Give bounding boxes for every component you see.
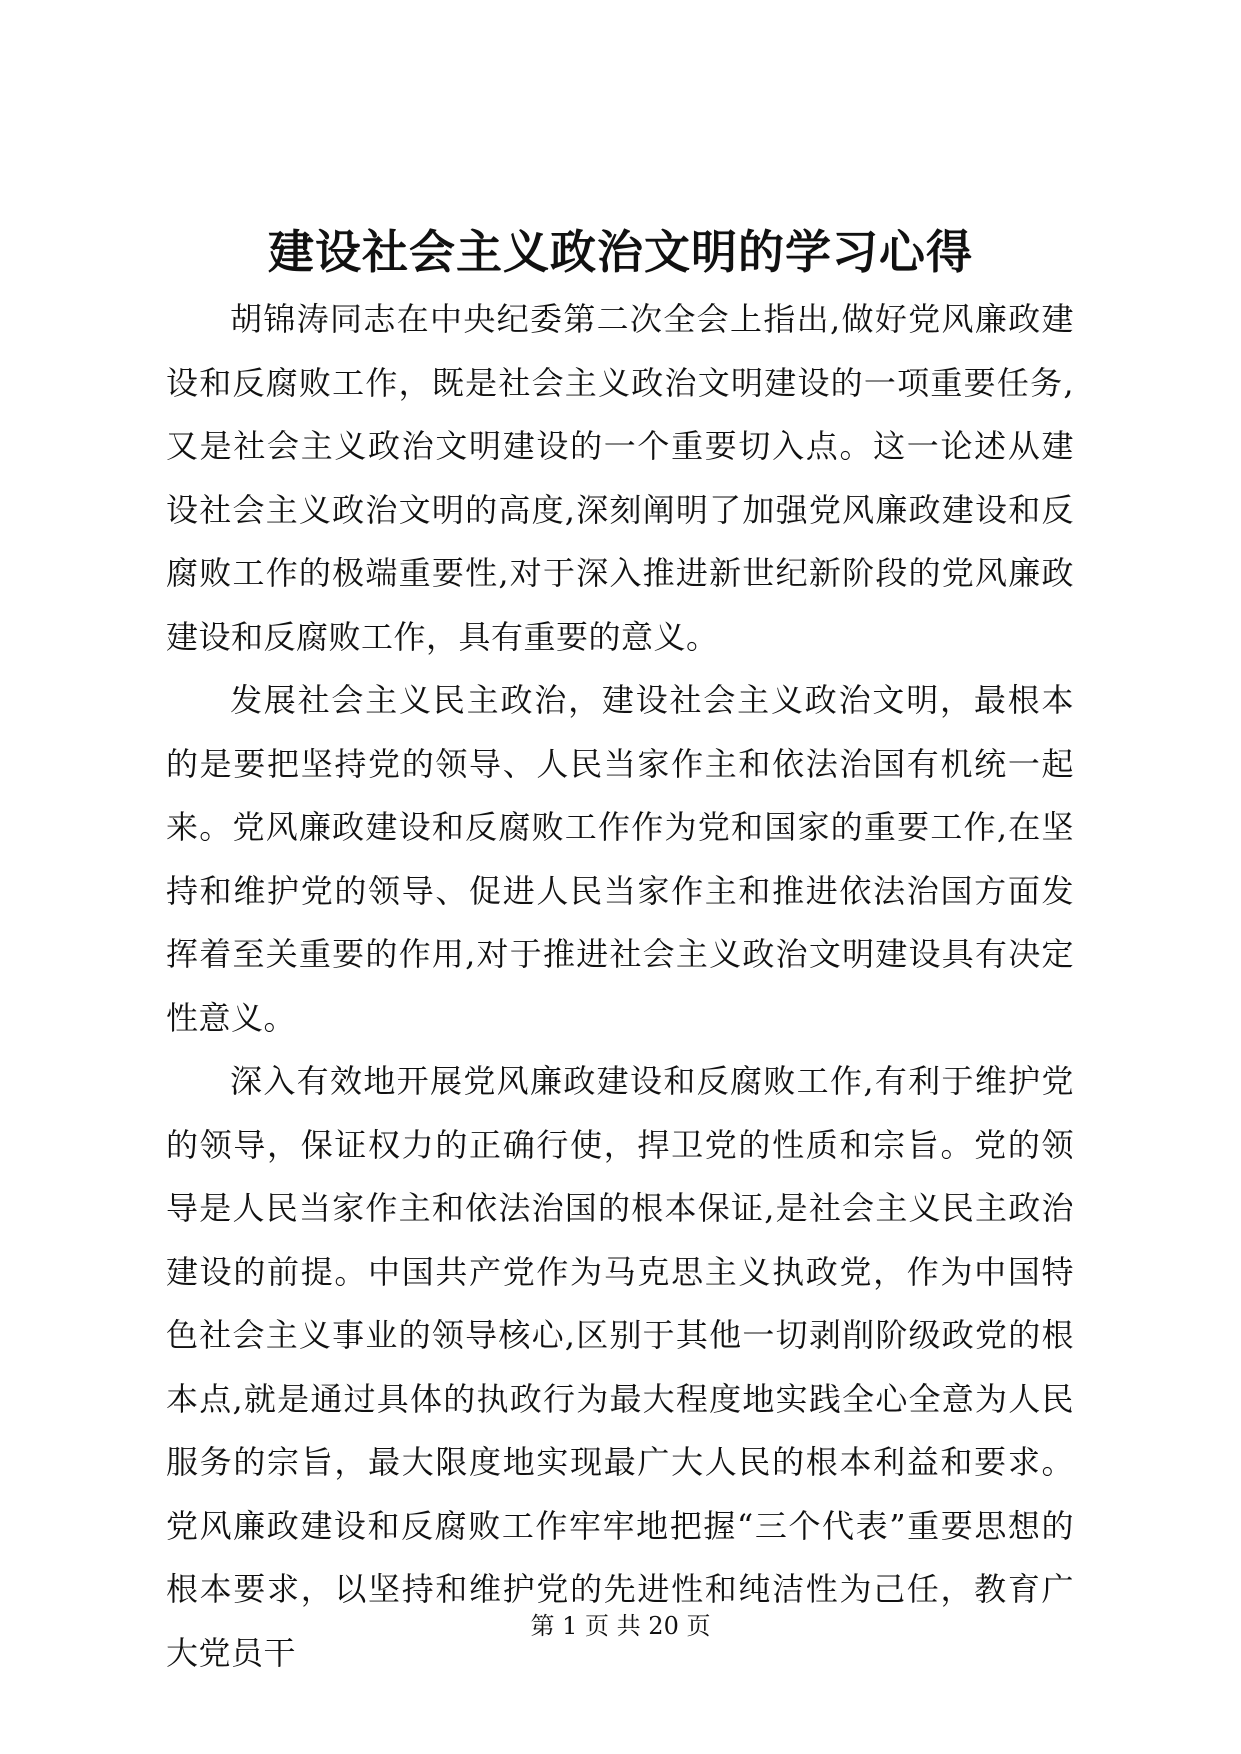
document-title: 建设社会主义政治文明的学习心得 [268, 225, 973, 279]
paragraph: 胡锦涛同志在中央纪委第二次全会上指出,做好党风廉政建设和反腐败工作，既是社会主义政治文明建设的一项重要任务,又是社会主义政治文明建设的一个重要切入点。这一论述从建设社会主义政治文明的高度,深刻阐明了加强党风廉政建设和反腐败工作的极端重要性,对于深入推进新世纪新阶段的党风廉政建设和反腐败工作，具有重要的意义。 [166, 300, 1074, 656]
page-number-footer: 第 1 页 共 20 页 [530, 1612, 711, 1640]
document-body [166, 288, 1074, 1685]
paragraph: 深入有效地开展党风廉政建设和反腐败工作,有利于维护党的领导，保证权力的正确行使，捍卫党的性质和宗旨。党的领导是人民当家作主和依法治国的根本保证,是社会主义民主政治建设的前提。中国共产党作为马克思主义执政党，作为中国特色社会主义事业的领导核心,区别于其他一切剥削阶级政党的根本点,就是通过具体的执政行为最大程度地实践全心全意为人民服务的宗旨，最大限度地实现最广大人民的根本利益和要求。党风廉政建设和反腐败工作牢牢地把握“三个代表”重要思想的根本要求，以坚持和维护党的先进性和纯洁性为己任，教育广大党员干 [166, 1062, 1074, 1672]
paragraph: 发展社会主义民主政治，建设社会主义政治文明，最根本的是要把坚持党的领导、人民当家作主和依法治国有机统一起来。党风廉政建设和反腐败工作作为党和国家的重要工作,在坚持和维护党的领导、促进人民当家作主和推进依法治国方面发挥着至关重要的作用,对于推进社会主义政治文明建设具有决定性意义。 [166, 681, 1074, 1037]
